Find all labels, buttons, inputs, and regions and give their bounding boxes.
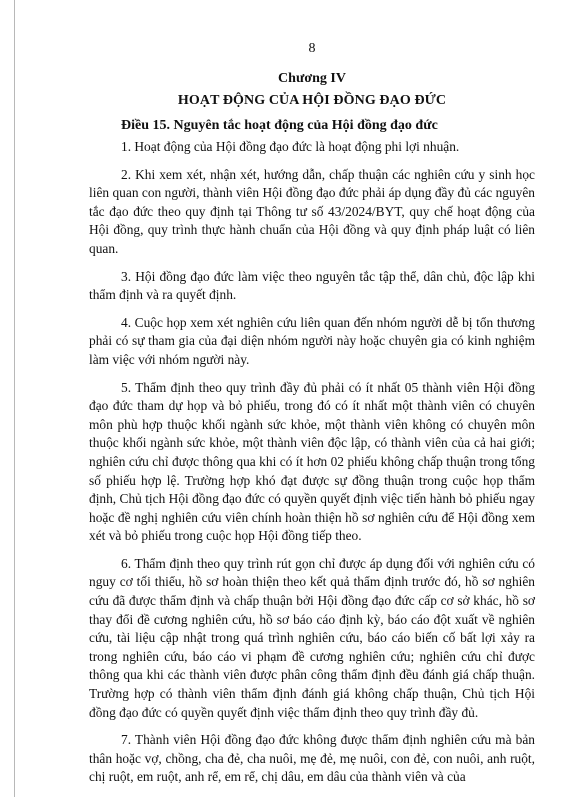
paragraph-5: 5. Thẩm định theo quy trình đầy đủ phải có ít nhất 05 thành viên Hội đồng đạo đức tham dự họp và bỏ phiếu, trong đó có ít nhất một thành viên có chuyên môn phù hợp thuộc khối ngành sức khỏe, một thành viên không có chuyên môn thuộc khối ngành sức khỏe, một thành viên độc lập, có thành viên của cả hai giới; nghiên cứu chỉ được thông qua khi có ít hơn 02 phiếu không chấp thuận trong tổng số phiếu hợp lệ. Trường hợp khó đạt được sự đồng thuận trong cuộc họp thẩm định, Chủ tịch Hội đồng đạo đức có quyền quyết định việc tiến hành bỏ phiếu ngay hoặc đề nghị nghiên cứu viên chính hoàn thiện hồ sơ nghiên cứu để Hội đồng xem xét và bỏ phiếu trong cuộc họp Hội đồng tiếp theo. xyxy=(89,379,535,544)
page-frame-edge xyxy=(14,0,15,797)
paragraph-7: 7. Thành viên Hội đồng đạo đức không được thẩm định nghiên cứu mà bản thân hoặc vợ, chồng, cha đẻ, cha nuôi, mẹ đẻ, mẹ nuôi, con đẻ, con nuôi, anh ruột, chị ruột, em ruột, anh rể, em rể, chị dâu, em dâu của thành viên và của xyxy=(89,732,535,785)
page-number: 8 xyxy=(308,41,316,56)
paragraph-6: 6. Thẩm định theo quy trình rút gọn chỉ được áp dụng đối với nghiên cứu có nguy cơ tối thiểu, hồ sơ hoàn thiện theo kết quả thẩm định trước đó, hồ sơ nghiên cứu đã được thẩm định và chấp thuận bởi Hội đồng đạo đức cấp cơ sở khác, hồ sơ thay đổi đề cương nghiên cứu, hồ sơ báo cáo định kỳ, báo cáo đột xuất về nghiên cứu, tài liệu cập nhật trong quá trình nghiên cứu, báo cáo biến cố bất lợi xảy ra trong nghiên cứu, báo cáo vi phạm đề cương nghiên cứu; nghiên cứu chỉ được thông qua khi các thành viên được phân công thẩm định đều đánh giá chấp thuận. Trường hợp có thành viên thẩm định đánh giá không chấp thuận, Chủ tịch Hội đồng đạo đức có quyền quyết định việc thẩm định theo quy trình đầy đủ. xyxy=(89,555,535,720)
article-title: Điều 15. Nguyên tắc hoạt động của Hội đồng đạo đức xyxy=(121,118,438,133)
paragraph-3: 3. Hội đồng đạo đức làm việc theo nguyên tắc tập thể, dân chủ, độc lập khi thẩm định và ra quyết định. xyxy=(89,268,535,303)
chapter-heading: Chương IV xyxy=(278,71,346,86)
paragraph-1: 1. Hoạt động của Hội đồng đạo đức là hoạt động phi lợi nhuận. xyxy=(121,139,460,154)
article-body xyxy=(89,138,535,796)
paragraph-2: 2. Khi xem xét, nhận xét, hướng dẫn, chấp thuận các nghiên cứu y sinh học liên quan con người, thành viên Hội đồng đạo đức phải áp dụng đầy đủ các nguyên tắc đạo đức theo quy định tại Thông tư số 43/2024/BYT, quy chế hoạt động của Hội đồng, quy trình thực hành chuẩn của Hội đồng và quy định pháp luật có liên quan. xyxy=(89,166,535,256)
paragraph-4: 4. Cuộc họp xem xét nghiên cứu liên quan đến nhóm người dễ bị tổn thương phải có sự tham gia của đại diện nhóm người này hoặc chuyên gia có kinh nghiệm làm việc với nhóm người này. xyxy=(89,314,535,367)
chapter-title: HOẠT ĐỘNG CỦA HỘI ĐỒNG ĐẠO ĐỨC xyxy=(177,93,447,108)
